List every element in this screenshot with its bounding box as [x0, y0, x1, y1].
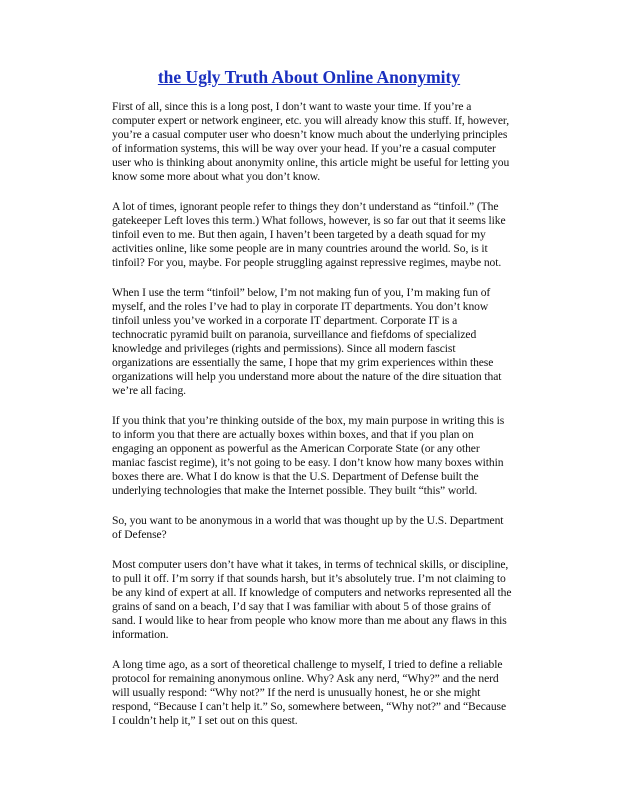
document-title[interactable]: the Ugly Truth About Online Anonymity [157, 67, 461, 87]
paragraph-3: When I use the term “tinfoil” below, I’m not making fun of you, I’m making fun of myself, and the roles I’ve had to play in corporate IT departments. You don’t know tinfoil unless you’ve worked in a corporate IT department. Corporate IT is a technocratic pyramid built on paranoia, surveillance and fiefdoms of specialized knowledge and privileges (rights and permissions). Since all modern fascist organizations are essentially the same, I hope that my grim experiences within these organizations will help you understand more about the nature of the dire situation that we’re all facing. [112, 286, 502, 397]
paragraph-4: If you think that you’re thinking outside of the box, my main purpose in writing this is to inform you that there are actually boxes within boxes, and that if you plan on engaging an opponent as powerful as the American Corporate State (or any other maniac fascist regime), it’s not going to be easy. I don’t know how many boxes within boxes there are. What I do know is that the U.S. Department of Defense built the underlying technologies that make the Internet possible. They built “this” world. [112, 414, 505, 497]
paragraph-6: Most computer users don’t have what it takes, in terms of technical skills, or discipline, to pull it off. I’m sorry if that sounds harsh, but it’s absolutely true. I’m not claiming to be any kind of expert at all. If knowledge of computers and networks represented all the grains of sand on a beach, I’d say that I was familiar with about 5 of those grains of sand. I would like to hear from people who know more than me about any flaws in this information. [112, 558, 512, 641]
paragraph-7: A long time ago, as a sort of theoretical challenge to myself, I tried to define a reliable protocol for remaining anonymous online. Why? Ask any nerd, “Why?” and the nerd will usually respond: “Why not?” If the nerd is unusually honest, he or she might respond, “Because I can’t help it.” So, somewhere between, “Why not?” and “Because I couldn’t help it,” I set out on this quest. [112, 658, 506, 727]
document-body [112, 100, 512, 744]
paragraph-1: First of all, since this is a long post, I don’t want to waste your time. If you’re a computer expert or network engineer, etc. you will already know this stuff. If, however, you’re a casual computer user who doesn’t know much about the underlying principles of information systems, this will be way over your head. If you’re a casual computer user who is thinking about anonymity online, this article might be useful for letting you know some more about what you don’t know. [112, 100, 510, 183]
paragraph-2: A lot of times, ignorant people refer to things they don’t understand as “tinfoil.” (The gatekeeper Left loves this term.) What follows, however, is so far out that it seems like tinfoil even to me. But then again, I haven’t been targeted by a death squad for my activities online, like some people are in many countries around the world. So, is it tinfoil? For you, maybe. For people struggling against repressive regimes, maybe not. [112, 200, 506, 269]
paragraph-5: So, you want to be anonymous in a world that was thought up by the U.S. Department of Defense? [112, 514, 504, 541]
